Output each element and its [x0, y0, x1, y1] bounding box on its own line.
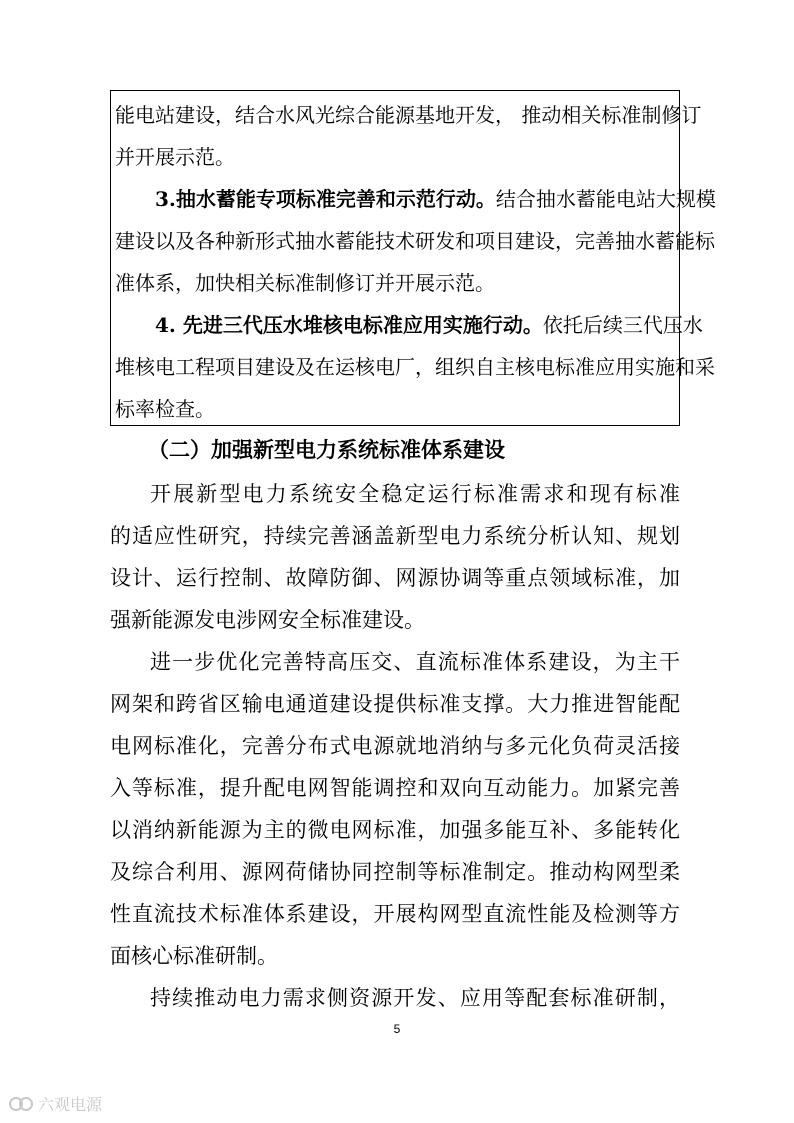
watermark-text: 六观电源: [38, 1095, 103, 1114]
body-line-7: 电网标准化，完善分布式电源就地消纳与多元化负荷灵活接: [110, 734, 680, 758]
section-heading: （二）加强新型电力系统标准体系建设: [148, 437, 505, 462]
body-line-9: 以消纳新能源为主的微电网标准，加强多能互补、多能转化: [110, 818, 680, 842]
box-line-3: 3.抽水蓄能专项标准完善和示范行动。结合抽水蓄能电站大规模: [155, 187, 716, 211]
body-line-13: 持续推动电力需求侧资源开发、应用等配套标准研制，: [150, 986, 680, 1010]
body-line-12: 面核心标准研制。: [110, 944, 278, 968]
page-number: 5: [393, 1022, 401, 1036]
body-line-10: 及综合利用、源网荷储协同控制等标准制定。推动构网型柔: [110, 860, 680, 884]
body-line-3: 设计、运行控制、故障防御、网源协调等重点领域标准，加: [110, 566, 680, 590]
body-line-1: 开展新型电力系统安全稳定运行标准需求和现有标准: [150, 482, 680, 506]
action-3-title: 3.抽水蓄能专项标准完善和示范行动。: [155, 187, 496, 211]
watermark: [8, 1092, 102, 1115]
body-line-8: 入等标准，提升配电网智能调控和双向互动能力。加紧完善: [110, 776, 680, 800]
body-line-6: 网架和跨省区输电通道建设提供标准支撑。大力推进智能配: [110, 692, 680, 716]
box-line-7: 堆核电工程项目建设及在运核电厂，组织自主核电标准应用实施和采: [115, 355, 715, 379]
body-line-11: 性直流技术标准体系建设，开展构网型直流性能及检测等方: [110, 902, 680, 926]
body-line-4: 强新能源发电涉网安全标准建设。: [110, 608, 425, 632]
box-line-4: 建设以及各种新形式抽水蓄能技术研发和项目建设，完善抽水蓄能标: [115, 229, 715, 253]
box-line-8: 标率检查。: [115, 397, 215, 421]
box-line-2: 并开展示范。: [115, 145, 235, 169]
body-line-2: 的适应性研究，持续完善涵盖新型电力系统分析认知、规划: [110, 524, 680, 548]
box-line-1: 能电站建设，结合水风光综合能源基地开发， 推动相关标准制修订: [115, 103, 702, 127]
body-line-5: 进一步优化完善特高压交、直流标准体系建设，为主干: [150, 650, 680, 674]
box-line-6: 4. 先进三代压水堆核电标准应用实施行动。依托后续三代压水: [155, 313, 703, 337]
box-line-5: 准体系，加快相关标准制修订并开展示范。: [115, 271, 495, 295]
watermark-logo-icon: [8, 1095, 34, 1113]
action-box: [110, 90, 716, 426]
action-4-title: 4. 先进三代压水堆核电标准应用实施行动。: [155, 313, 543, 337]
